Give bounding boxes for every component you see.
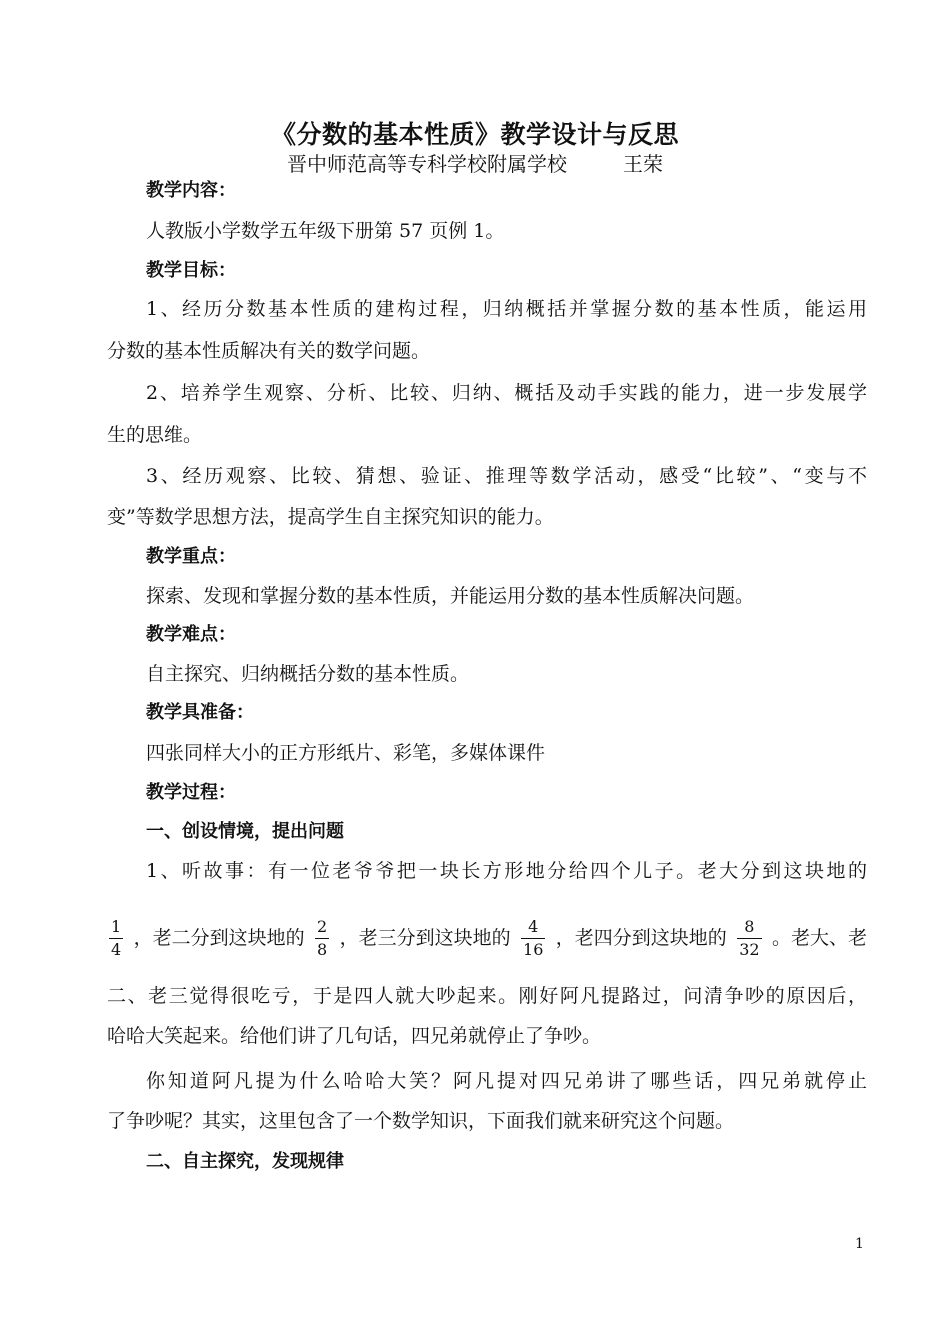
- difficulties-heading: 教学难点：: [146, 624, 236, 645]
- goals-heading: 教学目标：: [146, 260, 236, 281]
- content-heading: 教学内容：: [146, 180, 236, 201]
- section-2-heading: 二、自主探究，发现规律: [146, 1151, 344, 1172]
- question-line-2: 了争吵呢？其实，这里包含了一个数学知识，下面我们就来研究这个问题。: [107, 1110, 735, 1132]
- fraction-8-32: $\frac{8}{32}$: [739, 916, 760, 959]
- goal-3-line-2: 变”等数学思想方法，提高学生自主探究知识的能力。: [107, 506, 554, 528]
- goal-3-line-1: 3、经历观察、比较、猜想、验证、推理等数学活动，感受“比较”、“变与不: [146, 465, 867, 487]
- section-1-heading: 一、创设情境，提出问题: [146, 821, 344, 842]
- process-heading: 教学过程：: [146, 782, 236, 803]
- document-title: 《分数的基本性质》教学设计与反思: [270, 120, 679, 149]
- story-line-3: 二、老三觉得很吃亏，于是四人就大吵起来。刚好阿凡提路过，问清争吵的原因后，: [107, 985, 867, 1007]
- page-number: 1: [855, 1236, 864, 1252]
- author-school: 晋中师范高等专科学校附属学校: [287, 152, 567, 176]
- goal-2-line-1: 2、培养学生观察、分析、比较、归纳、概括及动手实践的能力，进一步发展学: [146, 382, 867, 404]
- story-text-2: ，老三分到这块地的: [339, 927, 511, 949]
- key-points-text: 探索、发现和掌握分数的基本性质，并能运用分数的基本性质解决问题。: [146, 585, 755, 607]
- difficulties-text: 自主探究、归纳概括分数的基本性质。: [146, 663, 470, 685]
- story-text-1: ，老二分到这块地的: [133, 927, 305, 949]
- goal-2-line-2: 生的思维。: [107, 424, 203, 446]
- materials-text: 四张同样大小的正方形纸片、彩笔，多媒体课件: [146, 742, 546, 764]
- author-line: [0, 151, 950, 177]
- fraction-4-16: $\frac{4}{16}$: [523, 916, 544, 959]
- fraction-2-8: $\frac{2}{8}$: [317, 916, 328, 959]
- content-text: 人教版小学数学五年级下册第 57 页例 1。: [146, 220, 505, 242]
- story-line-fractions: [107, 913, 867, 963]
- story-line-1: 1、听故事：有一位老爷爷把一块长方形地分给四个儿子。老大分到这块地的: [146, 860, 867, 882]
- story-text-4: 。老大、老: [771, 927, 867, 949]
- goal-1-line-1: 1、经历分数基本性质的建构过程，归纳概括并掌握分数的基本性质，能运用: [146, 298, 867, 320]
- story-line-4: 哈哈大笑起来。给他们讲了几句话，四兄弟就停止了争吵。: [107, 1025, 602, 1047]
- story-text-3: ，老四分到这块地的: [555, 927, 727, 949]
- materials-heading: 教学具准备：: [146, 702, 254, 723]
- author-name: 王荣: [623, 152, 663, 176]
- question-line-1: 你知道阿凡提为什么哈哈大笑？阿凡提对四兄弟讲了哪些话，四兄弟就停止: [146, 1070, 867, 1092]
- key-points-heading: 教学重点：: [146, 546, 236, 567]
- goal-1-line-2: 分数的基本性质解决有关的数学问题。: [107, 340, 431, 362]
- fraction-1-4: $\frac{1}{4}$: [111, 916, 122, 959]
